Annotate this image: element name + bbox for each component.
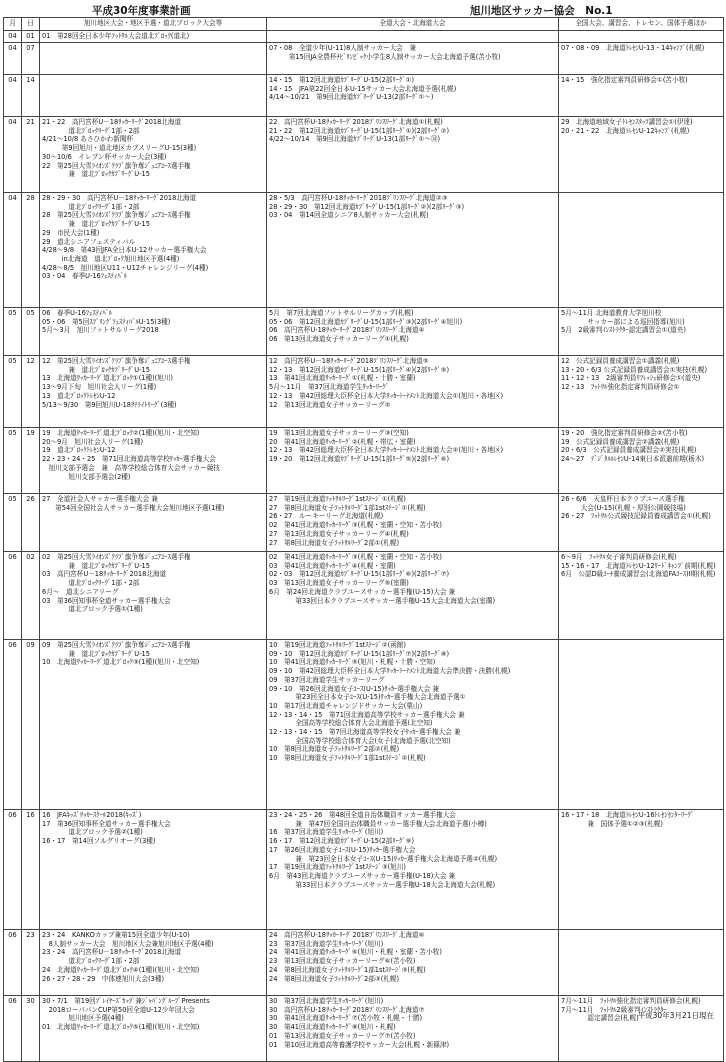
event-line: 24 第41回北海道ｻｯｶｰﾘｰｸﾞ⑥(旭川・札幌・室蘭・苫小牧) [269, 948, 442, 957]
event-line: 第9回旭川・道北地区カブスリーグU-15(3種) [42, 144, 197, 153]
table-row [4, 43, 724, 75]
event-line: 4/28～9/8 第43回JFA全日本U-12サッカー選手権大会 [42, 246, 207, 255]
event-line: 6月～ 道北シニアリーグ [42, 587, 119, 596]
table-row [4, 308, 724, 356]
local-events-cell [40, 428, 267, 494]
col-month-header: 月 [4, 18, 22, 31]
hokkaido-events-cell [267, 552, 559, 640]
event-line: 01 北海道ｻｯｶｰﾘｰｸﾞ道北ﾌﾞﾛｯｸ⑤(1種)(旭川・北空知) [42, 1023, 200, 1032]
event-line: 13～9月下旬 旭川社会人リーグ(1種) [42, 383, 157, 392]
national-events-cell [559, 75, 724, 117]
event-line: 道北ﾌﾞﾛｯｸﾘｰｸﾞ1部・2部 [42, 126, 140, 135]
event-line: 09 第25回大雪ﾗｲｵﾝｽﾞｸﾗﾌﾞ旗争奪ｼﾞｭﾆｱﾕｰｽ選手権 [42, 641, 191, 649]
hokkaido-events-cell [267, 75, 559, 117]
table-row [4, 640, 724, 810]
event-line: 28・5/3 高円宮杯U-18ｻｯｶｰﾘｰｸﾞ2018ﾌﾟﾘﾝｽﾘｰｸﾞ北海道②③ [269, 194, 448, 202]
event-line: 06 春季U-16ﾌｪｽﾃｨﾊﾞﾙ [42, 309, 113, 317]
month-cell: 06 [4, 810, 22, 930]
event-line: 09・10 第26回北海道女子ﾕｰｽ(U-15)ｻｯｶｰ選手権大会 兼 [269, 684, 439, 693]
event-line: 13 北海道ｻｯｶｰﾘｰｸﾞ道北ﾌﾞﾛｯｸ①(1種)(旭川) [42, 374, 173, 383]
event-line: 24 第8回北海道女子ﾌｯﾄｻﾙﾘｰｸﾞ2部③(札幌) [269, 974, 400, 983]
event-line: 29 道北シニアフェスティバル [42, 237, 136, 246]
event-line: 兼 国体予選①②③(札幌) [561, 819, 664, 828]
hokkaido-events-cell [267, 996, 559, 1062]
month-cell: 06 [4, 996, 22, 1062]
event-line: 21・22 高円宮杯U－18ｻｯｶｰﾘｰｸﾞ2018北海道 [42, 118, 182, 126]
event-line: 第33回日本クラブユースサッカー選手権U-15大会北海道大会(室蘭) [269, 596, 496, 605]
table-row [4, 930, 724, 996]
day-cell: 02 [22, 552, 40, 640]
event-line: 12・13 ﾌｯﾄｻﾙ強化指定審判員研修会① [561, 383, 680, 392]
event-line: 11・12・13 2級審判員ﾘﾌﾚｯｼｭ研修会①(道央) [561, 374, 701, 383]
event-line: 19・20 強化指定審判員研修会②(苫小牧) [561, 429, 688, 437]
event-line: 14・15 強化指定審判員研修会①(苫小牧) [561, 76, 688, 84]
event-line: 30 第41回北海道ｻｯｶｰﾘｰｸﾞ⑧(旭川・札幌) [269, 1023, 396, 1032]
event-line: 19 公式記録員養成講習会②講義(札幌) [561, 437, 680, 446]
month-cell: 05 [4, 308, 22, 356]
local-events-cell [40, 193, 267, 308]
col-hokkaido-header: 全道大会・北海道大会 [267, 18, 559, 31]
event-line: 16・17・18 北海道ﾄﾚｾﾝU-16ﾄﾚｾﾝｾﾝﾀｰﾘｰｸﾞ [561, 811, 695, 819]
day-cell: 23 [22, 930, 40, 996]
national-events-cell [559, 428, 724, 494]
event-line: 22 高円宮杯U-18ｻｯｶｰﾘｰｸﾞ2018ﾌﾟﾘﾝｽﾘｰｸﾞ北海道①(札幌) [269, 118, 443, 126]
month-cell: 04 [4, 193, 22, 308]
event-line: 23・24・25・26 第48回全道自治体職員サッカー選手権大会 [269, 811, 456, 819]
event-line: 23 第13回北海道女子サッカーリーグ⑥(苫小牧) [269, 957, 416, 966]
local-events-cell [40, 494, 267, 552]
col-day-header: 日 [22, 18, 40, 31]
event-line: 5/13～9/30 第9回旭川U-18ｻﾃﾗｲﾄﾘｰｸﾞ(3種) [42, 400, 177, 409]
table-row [4, 494, 724, 552]
national-events-cell [559, 356, 724, 428]
event-line: 19 第13回北海道女子サッカーリーグ③(空知) [269, 429, 409, 437]
event-line: 19 北海道ｻｯｶｰﾘｰｸﾞ道北ﾌﾞﾛｯｸ②(1種)(旭川・北空知) [42, 429, 200, 437]
month-cell: 04 [4, 117, 22, 193]
event-line: 道北ﾌﾞﾛｯｸﾘｰｸﾞ1部・2部 [42, 579, 140, 588]
national-events-cell [559, 552, 724, 640]
event-line: 09 第37回北海道学生サッカーリーグ [269, 675, 385, 684]
schedule-body [4, 31, 724, 1062]
header-row [4, 18, 724, 31]
event-line: 兼 第23回全日本女子ﾕｰｽ(U-15)ｻｯｶｰ選手権大会北海道予選②(札幌) [269, 854, 498, 863]
month-cell: 05 [4, 494, 22, 552]
hokkaido-events-cell [267, 31, 559, 43]
event-line: 旭川支部予選会(2種) [42, 472, 131, 481]
event-line: 19・20 第12回北海道ｶﾌﾞﾘｰｸﾞU-15(1部ﾘｰｸﾞ⑤)(2部ﾘｰｸﾞ⑥) [269, 455, 450, 464]
event-line: 5月～3月 旭川フットサルリーグ2018 [42, 326, 159, 335]
day-cell: 19 [22, 428, 40, 494]
event-line: 23・24 KANKOカップ兼第15回全道少年(U-10) [42, 931, 190, 939]
event-line: 14・15 JFA第22回全日本U-15サッカー大会北海道予選(札幌) [269, 84, 457, 93]
day-cell: 26 [22, 494, 40, 552]
national-events-cell [559, 308, 724, 356]
event-line: 26・27 ルーキーリーグ北海道(札幌) [269, 512, 384, 521]
event-line: 20・21・22 北海道ﾄﾚｾﾝU-12ｷｬﾝﾌﾟ(札幌) [561, 126, 690, 135]
hokkaido-events-cell [267, 428, 559, 494]
event-line: 02 第41回北海道ｻｯｶｰﾘｰｸﾞ③(札幌・室蘭・空知・苫小牧) [269, 553, 442, 561]
event-line: 10 第8回北海道女子ﾌｯﾄｻﾙﾘｰｸﾞ1部1stｽﾃｰｼﾞ②(札幌) [269, 754, 426, 763]
event-line: 05・06 第12回北海道ｶﾌﾞﾘｰｸﾞU-15(1部ﾘｰｸﾞ③)(2部ﾘｰｸﾞ④旭川) [269, 317, 463, 326]
event-line: 12・13・14・15 第71回北海道高等学校サッカー選手権大会 兼 [269, 710, 465, 719]
national-events-cell [559, 31, 724, 43]
month-cell: 04 [4, 75, 22, 117]
month-cell: 04 [4, 31, 22, 43]
local-events-cell [40, 810, 267, 930]
event-line: 12・13・14・15 第7回北海道高等学校女子ｻｯｶｰ選手権大会 兼 [269, 728, 461, 737]
event-line: 12 第25回大雪ﾗｲｵﾝｽﾞｸﾗﾌﾞ旗争奪ｼﾞｭﾆｱﾕｰｽ選手権 [42, 357, 191, 365]
table-row [4, 31, 724, 43]
event-line: 20・6/3 公式記録員養成講習会②実技(札幌) [561, 446, 697, 455]
event-line: 05・06 第5回ｽﾌﾟﾘﾝｸﾞﾌｪｽﾃｨﾊﾞﾙU-15(3種) [42, 317, 171, 326]
event-line: 01 第13回北海道女子サッカーリーグ⑦(苫小牧) [269, 1031, 416, 1040]
event-line: 兼 道北ﾌﾞﾛｯｸｶﾌﾞﾘｰｸﾞU-15 [42, 561, 150, 570]
event-line: 12 第13回北海道女子サッカーリーグ② [269, 400, 391, 409]
event-line: 12・13 第12回北海道ｶﾌﾞﾘｰｸﾞU-15(1部ﾘｰｸﾞ④)(2部ﾘｰｸﾞ⑤) [269, 365, 450, 374]
day-cell: 01 [22, 31, 40, 43]
month-cell: 06 [4, 930, 22, 996]
event-line: 第54回全国社会人サッカー選手権大会旭川地区予選(1種) [42, 503, 225, 512]
hokkaido-events-cell [267, 308, 559, 356]
hokkaido-events-cell [267, 43, 559, 75]
event-line: 07・08 全道少年(U-11)8人制サッカー大会 兼 [269, 44, 417, 52]
event-line: 29 北海道地域女子ﾄﾚｾﾝｽﾀｯﾌ講習会①(伊達) [561, 118, 693, 126]
event-line: 03 高円宮杯U－18ｻｯｶｰﾘｰｸﾞ2018北海道 [42, 570, 167, 579]
event-line: 5月 2級審判ｲﾝｽﾄﾗｸﾀｰ認定講習会①(道央) [561, 326, 686, 335]
event-line: 13 道北ﾌﾞﾛｯｸﾄﾚｾﾝU-12 [42, 391, 116, 400]
event-line: 道北ブロック予選①(1種) [42, 605, 143, 614]
event-line: 03・04 第14回全道シニア8人制サッカー大会(札幌) [269, 211, 429, 220]
event-line: 16・17 第12回北海道ｶﾌﾞﾘｰｸﾞU-15(2部ﾘｰｸﾞ⑨) [269, 837, 415, 846]
event-line: 24 高円宮杯U-18ｻｯｶｰﾘｰｸﾞ2018ﾌﾟﾘﾝｽﾘｰｸﾞ北海道⑥ [269, 931, 425, 939]
table-row [4, 75, 724, 117]
event-line: 27 第13回北海道女子サッカーリーグ④(札幌) [269, 529, 409, 538]
local-events-cell [40, 75, 267, 117]
event-line: 27 第19回北海道ﾌｯﾄｻﾙﾘｰｸﾞ1stｽﾃｰｼﾞ①(札幌) [269, 495, 406, 503]
event-line: 06 高円宮杯U-18ｻｯｶｰﾘｰｸﾞ2018ﾌﾟﾘﾝｽﾘｰｸﾞ北海道④ [269, 326, 425, 335]
event-line: 02・03 第12回北海道ｶﾌﾞﾘｰｸﾞU-15(1部ﾘｰｸﾞ⑥)(2部ﾘｰｸﾞ⑦) [269, 570, 450, 579]
event-line: 29 市民大会(1種) [42, 228, 100, 237]
event-line: 旭川支部予選会 兼 高等学校総合体育大会サッカー競技 [42, 463, 220, 472]
day-cell: 14 [22, 75, 40, 117]
event-line: 12 公式記録員養成講習会①講義(札幌) [561, 357, 680, 365]
event-line: 02 第25回大雪ﾗｲｵﾝｽﾞｸﾗﾌﾞ旗争奪ｼﾞｭﾆｱﾕｰｽ選手権 [42, 553, 191, 561]
day-cell: 16 [22, 810, 40, 930]
col-local-header: 旭川地区大会・地区予選・道北ブロック大会等 [40, 18, 267, 31]
event-line: 30 第37回北海道学生ｻｯｶｰﾘｰｸﾞ(旭川) [269, 997, 384, 1005]
event-line: 10 第41回北海道ｻｯｶｰﾘｰｸﾞ⑤(旭川・札幌・十勝・空知) [269, 658, 436, 667]
event-line: 24～27 ﾃﾞｼﾞﾀﾙﾙﾚｾﾝU-14東日本派遣前期(栃木) [561, 455, 705, 464]
national-events-cell [559, 930, 724, 996]
event-line: 認定講習会(札幌) [561, 1014, 639, 1023]
local-events-cell [40, 640, 267, 810]
event-line: 22 第25回大雪ﾗｲｵﾝｽﾞｸﾗﾌﾞ旗争奪ｼﾞｭﾆｱﾕｰｽ選手権 [42, 161, 191, 170]
national-events-cell [559, 996, 724, 1062]
event-line: 兼 第47回全国自治体職員サッカー選手権大会北海道予選(小樽) [269, 819, 487, 828]
event-line: 01 第28回全日本少年ﾌｯﾄｻﾙ大会道北ﾌﾞﾛｯｸ(道北) [42, 32, 190, 40]
event-line: 16 第37回北海道学生ｻｯｶｰﾘｰｸﾞ(旭川) [269, 828, 384, 837]
month-cell: 04 [4, 43, 22, 75]
event-line: 7月～11月 ﾌｯﾄｻﾙ強化指定審判員研修会(札幌) [561, 997, 701, 1005]
hokkaido-events-cell [267, 810, 559, 930]
event-line: 30 第41回北海道ｻｯｶｰﾘｰｸﾞ⑦(苫小牧・札幌・十勝) [269, 1014, 423, 1023]
table-row [4, 356, 724, 428]
event-line: 17 第36回知事杯全道サッカー選手権大会 [42, 819, 171, 828]
month-cell: 06 [4, 552, 22, 640]
national-events-cell [559, 810, 724, 930]
event-line: 17 第19回北海道ﾌｯﾄｻﾙﾘｰｸﾞ1stｽﾃｰｼﾞ③(旭川) [269, 863, 406, 872]
hokkaido-events-cell [267, 193, 559, 308]
event-line: 5月～11月 北海道教育大学旭川校 [561, 309, 662, 317]
org-title: 旭川地区サッカー協会 No.1 [470, 5, 613, 17]
day-cell: 21 [22, 117, 40, 193]
day-cell: 05 [22, 308, 40, 356]
event-line: 大会(U-15)(札幌・厚別公園競技場) [561, 503, 686, 512]
event-line: 6月 公認D級ｺｰﾁ養成講習会(北海道FAｺｰｽ)Ⅰ期(札幌) [561, 570, 716, 579]
event-line: 5月～11月 第37回北海道学生ｻｯｶｰﾘｰｸﾞ [269, 383, 389, 392]
event-line: 兼 道北ﾌﾞﾛｯｸｶﾌﾞﾘｰｸﾞU-15 [42, 220, 150, 229]
national-events-cell [559, 117, 724, 193]
day-cell: 30 [22, 996, 40, 1062]
event-line: 10 第17回北海道チャレンジドサッカー大会(栗山) [269, 701, 423, 710]
event-line: 道北ﾌﾞﾛｯｸﾘｰｸﾞ1部・2部 [42, 202, 140, 211]
event-line: 8人制サッカー大会 旭川地区大会兼旭川地区予選(4種) [42, 939, 214, 948]
event-line: 全国高等学校総合体育大会北海道予選(北空知) [269, 719, 433, 728]
national-events-cell [559, 43, 724, 75]
as-of-date: 平成30年3月21日現在 [637, 1011, 714, 1020]
event-line: 23・24 高円宮杯U－18ｻｯｶｰﾘｰｸﾞ2018北海道 [42, 948, 182, 957]
table-row [4, 810, 724, 930]
day-cell: 09 [22, 640, 40, 810]
day-cell: 28 [22, 193, 40, 308]
event-line: 09・10 第12回北海道ｶﾌﾞﾘｰｸﾞU-15(1部ﾘｰｸﾞ⑦)(2部ﾘｰｸﾞ⑧) [269, 649, 450, 658]
event-line: 6月 第24回北海道クラブユースサッカー選手権(U-15)大会 兼 [269, 587, 456, 596]
local-events-cell [40, 356, 267, 428]
event-line: 03 第13回北海道女子サッカーリーグ⑤(室蘭) [269, 579, 409, 588]
event-line: 第15回JA全農杯ﾁﾋﾞﾘﾝﾋﾟｯｸ小学生8人制サッカー大会北海道予選(苫小牧) [269, 52, 501, 61]
schedule-table [3, 17, 724, 1062]
event-line: 30～10/6 イレブン杯サッカー大会(3種) [42, 152, 167, 161]
local-events-cell [40, 117, 267, 193]
event-line: 26・27・28・29 中体連旭川大会(3種) [42, 974, 165, 983]
event-line: 16・17 第14回ソルグリオーグ(3種) [42, 837, 156, 846]
event-line: in北海道 道北ﾌﾞﾛｯｸ旭川地区予選(4種) [42, 254, 180, 263]
event-line: 16 JFAｷｯｽﾞｻｯｶｰｽｸｰﾙ2018(ｷｯｽﾞ) [42, 811, 142, 819]
hokkaido-events-cell [267, 356, 559, 428]
hokkaido-events-cell [267, 494, 559, 552]
event-line: 15・16・17 北海道ﾄﾚｾﾝU-12ﾘｰﾄﾞｷｬﾝﾌﾟ前期(札幌) [561, 561, 716, 570]
event-line: 12・13 第42回総理大臣杯全日本大学ｻｯｶｰﾄｰﾅﾒﾝﾄ北海道大会②(旭川・各地区) [269, 446, 504, 455]
event-line: 4/21～10/8 あさひかわ新聞杯 [42, 135, 134, 144]
table-row [4, 996, 724, 1062]
day-cell: 12 [22, 356, 40, 428]
event-line: 30 高円宮杯U-18ｻｯｶｰﾘｰｸﾞ2018ﾌﾟﾘﾝｽﾘｰｸﾞ北海道⑦ [269, 1005, 425, 1014]
event-line: 09・10 第42回総理大臣杯全日本大学ｻｯｶｰﾄｰﾅﾒﾝﾄ北海道大会準決勝・決勝(札幌) [269, 667, 511, 676]
event-line: 26・6/6 天皇杯日本クラブユース選手権 [561, 495, 685, 503]
col-national-header: 全国大会、講習会、トレセン、国体予選ほか [559, 18, 724, 31]
event-line: 24 北海道ｻｯｶｰﾘｰｸﾞ道北ﾌﾞﾛｯｸ④(1種)(旭川・北空知) [42, 965, 200, 974]
event-line: 30・7/1 第19回ﾌﾟﾚｲﾔｰｽﾞｶｯﾌﾟ兼ｼﾞｬﾊﾟﾝｸﾞﾙｰﾌﾟPresents [42, 997, 210, 1005]
day-cell: 07 [22, 43, 40, 75]
event-line: 24 第8回北海道女子ﾌｯﾄｻﾙﾘｰｸﾞ1部1stｽﾃｰｼﾞ③(札幌) [269, 965, 426, 974]
local-events-cell [40, 996, 267, 1062]
plan-title: 平成30年度事業計画 [92, 5, 191, 17]
event-line: 10 第8回北海道女子ﾌｯﾄｻﾙﾘｰｸﾞ2部②(札幌) [269, 745, 400, 754]
table-row [4, 117, 724, 193]
event-line: 6～9月 ﾌｯﾄｻﾙ女子審判員研修会(札幌) [561, 553, 677, 561]
event-line: 03・04 春季U-16ﾌｪｽﾃｨﾊﾞﾙ [42, 272, 128, 281]
national-events-cell [559, 494, 724, 552]
event-line: 旭川地区予選(4種) [42, 1014, 124, 1023]
event-line: 22・23・24・25 第71回北海道高等学校ｻｯｶｰ選手権大会 [42, 455, 216, 464]
month-cell: 05 [4, 356, 22, 428]
event-line: 23 第37回北海道学生ｻｯｶｰﾘｰｸﾞ(旭川) [269, 939, 384, 948]
event-line: 12・13 第42回総理大臣杯全日本大学ｻｯｶｰﾄｰﾅﾒﾝﾄ北海道大会①(旭川・各地区) [269, 391, 504, 400]
month-cell: 06 [4, 640, 22, 810]
event-line: 兼 道北ﾌﾞﾛｯｸｶﾌﾞﾘｰｸﾞU-15 [42, 649, 150, 658]
event-line: 4/28～8/5 旭川地区U11・U12チャレンジリーグ(4種) [42, 263, 209, 272]
event-line: 5月 第7回北海道フットサルリーグカップ(札幌) [269, 309, 414, 317]
event-line: 13 第41回北海道ｻｯｶｰﾘｰｸﾞ①(札幌・十勝・室蘭) [269, 374, 416, 383]
event-line: 10 北海道ｻｯｶｰﾘｰｸﾞ道北ﾌﾞﾛｯｸ③(1種)(旭川・北空知) [42, 658, 200, 667]
event-line: 全国高等学校総合体育大会(女子)北海道予選(北空知) [269, 736, 451, 745]
event-line: 17 第26回北海道女子ﾕｰｽ(U-15)ｻｯｶｰ選手権大会 [269, 845, 416, 854]
event-line: サッカー部による巡回指導(旭川) [561, 317, 685, 326]
event-line: 20 第41回北海道ｻｯｶｰﾘｰｸﾞ②(札幌・帯広・室蘭) [269, 437, 416, 446]
event-line: 06 第13回北海道女子サッカーリーグ①(札幌) [269, 335, 409, 344]
event-line: 2018ローパパンCUP第50回全道U-12少年団大会 [42, 1005, 195, 1014]
local-events-cell [40, 308, 267, 356]
event-line: 6月 第43回北海道クラブユースサッカー選手権(U-18)大会 兼 [269, 871, 456, 880]
event-line: 02 第41回北海道ｻｯｶｰﾘｰｸﾞ③(札幌・室蘭・空知・苫小牧) [269, 521, 442, 530]
local-events-cell [40, 930, 267, 996]
table-row [4, 193, 724, 308]
event-line: 27 第8回北海道女子ﾌｯﾄｻﾙﾘｰｸﾞ2部①(札幌) [269, 538, 400, 547]
hokkaido-events-cell [267, 640, 559, 810]
local-events-cell [40, 552, 267, 640]
event-line: 03 第41回北海道ｻｯｶｰﾘｰｸﾞ④(札幌・室蘭) [269, 561, 396, 570]
national-events-cell [559, 193, 724, 308]
event-line: 14・15 第12回北海道ｶﾌﾞﾘｰｸﾞU-15(2部ﾘｰｸﾞ①) [269, 76, 415, 84]
event-line: 28 第25回大雪ﾗｲｵﾝｽﾞｸﾗﾌﾞ旗争奪ｼﾞｭﾆｱﾕｰｽ選手権 [42, 211, 191, 220]
event-line: 道北ﾌﾞﾛｯｸﾘｰｸﾞ1部・2部 [42, 957, 140, 966]
event-line: 13・20・6/3 公式記録員養成講習会①実技(札幌) [561, 365, 708, 374]
month-cell: 05 [4, 428, 22, 494]
event-line: 07・08・09 北海道ﾄﾚｾﾝU-13・14ｷｬﾝﾌﾟ(札幌) [561, 44, 705, 52]
local-events-cell [40, 43, 267, 75]
event-line: 21・22 第12回北海道ｶﾌﾞﾘｰｸﾞU-15(1部ﾘｰｸﾞ①)(2部ﾘｰｸﾞ②) [269, 126, 450, 135]
event-line: 兼 道北ﾌﾞﾛｯｸｶﾌﾞﾘｰｸﾞU-15 [42, 170, 150, 179]
event-line: 4/14～10/21 第9回北海道ｶﾌﾞﾘｰｸﾞU-13(2部ﾘｰｸﾞ①～) [269, 93, 434, 102]
event-line: 道北ブロック予選②(1種) [42, 828, 143, 837]
event-line: 第23回全日本女子ﾕｰｽ(U-15)ｻｯｶｰ選手権大会北海道予選① [269, 693, 466, 702]
event-line: 第33回日本クラブユースサッカー選手権U-18大会北海道大会(札幌) [269, 880, 496, 889]
event-line: 12 高円宮杯U－18ｻｯｶｰﾘｰｸﾞ2018ﾌﾟﾘﾝｽﾘｰｸﾞ北海道⑤ [269, 357, 429, 365]
event-line: 4/22～10/14 第9回北海道ｶﾌﾞﾘｰｸﾞU-13(1部ﾘｰｸﾞ①～⑭) [269, 135, 441, 144]
event-line: 27 第8回北海道女子ﾌｯﾄｻﾙﾘｰｸﾞ1部1stｽﾃｰｼﾞ①(札幌) [269, 503, 426, 512]
table-row [4, 428, 724, 494]
event-line: 28・29・30 高円宮杯U－18ｻｯｶｰﾘｰｸﾞ2018北海道 [42, 194, 197, 202]
event-line: 20～9月 旭川社会人リーグ(1種) [42, 437, 144, 446]
national-events-cell [559, 640, 724, 810]
event-line: 03 第36回知事杯全道サッカー選手権大会 [42, 596, 171, 605]
event-line: 19 道北ﾌﾞﾛｯｸﾄﾚｾﾝU-12 [42, 446, 116, 455]
event-line: 兼 道北ﾌﾞﾛｯｸｶﾌﾞﾘｰｸﾞU-15 [42, 365, 150, 374]
event-line: 7月～11月 ﾌｯﾄｻﾙ2級審判ｲﾝｽﾄﾗｸﾀｰ [561, 1005, 667, 1014]
event-line: 10 第19回北海道ﾌｯﾄｻﾙﾘｰｸﾞ1stｽﾃｰｼﾞ②(函館) [269, 641, 406, 649]
event-line: 28・29・30 第12回北海道ｶﾌﾞﾘｰｸﾞU-15(1部ﾘｰｸﾞ②)(2部ﾘｰｸﾞ③) [269, 202, 465, 211]
local-events-cell [40, 31, 267, 43]
event-line: 27 全道社会人サッカー選手権大会 兼 [42, 495, 158, 503]
event-line: 26・27 ﾌｯﾄｻﾙ公式競技記録員養成講習会①(札幌) [561, 512, 711, 521]
hokkaido-events-cell [267, 117, 559, 193]
event-line: 01 第10回北海道高等養護学校サッカー大会(札幌・新篠津) [269, 1040, 450, 1049]
table-row [4, 552, 724, 640]
hokkaido-events-cell [267, 930, 559, 996]
